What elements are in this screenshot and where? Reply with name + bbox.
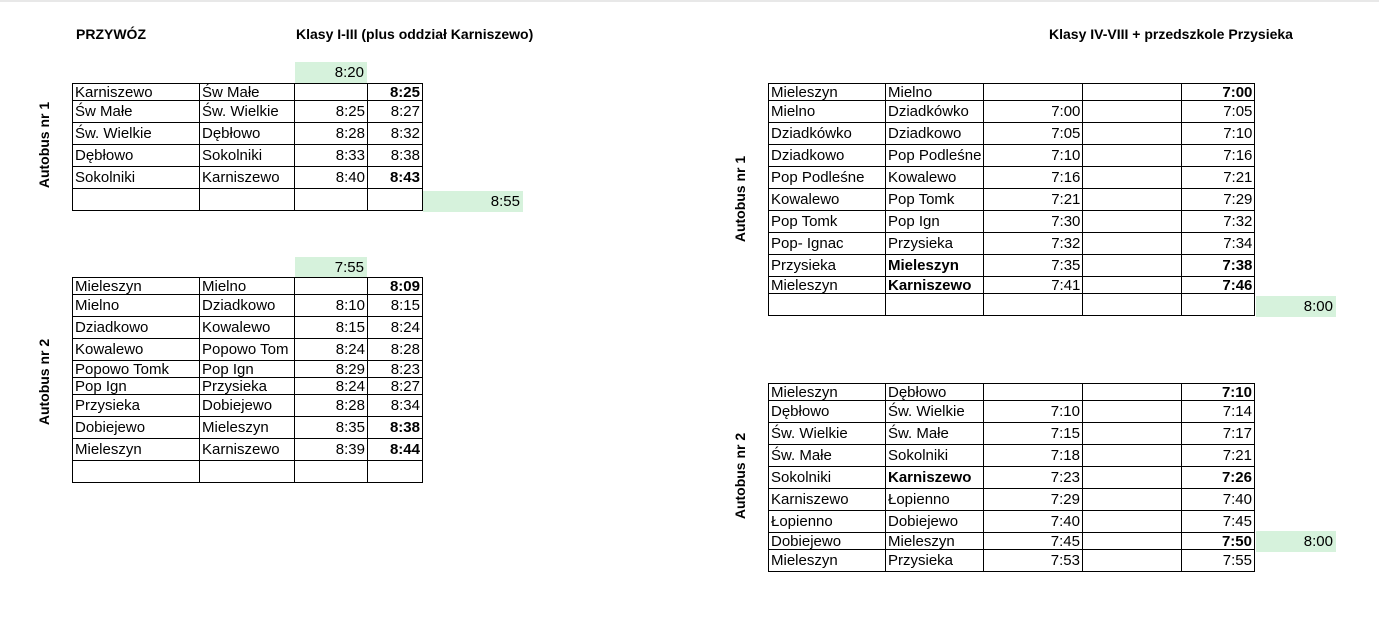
dep-cell: 8:25 (295, 101, 368, 123)
from-cell: Mieleszyn (769, 550, 886, 572)
dep-cell (295, 278, 368, 295)
header-klasy-4-8: Klasy IV-VIII + przedszkole Przysieka (1049, 26, 1293, 42)
from-cell: Przysieka (73, 395, 200, 417)
dep-cell: 7:00 (984, 101, 1083, 123)
to-cell: Mieleszyn (886, 533, 984, 550)
left-bus2-table (72, 277, 423, 483)
arr-cell: 7:21 (1182, 167, 1255, 189)
to-cell: Kowalewo (200, 317, 295, 339)
dep-cell: 8:24 (295, 339, 368, 361)
blank-cell (1083, 467, 1182, 489)
to-cell (200, 461, 295, 483)
to-cell: Kowalewo (886, 167, 984, 189)
arr-cell: 8:24 (368, 317, 423, 339)
to-cell: Sokolniki (200, 145, 295, 167)
table-row (769, 294, 1255, 316)
table-row (769, 384, 1255, 401)
table-row (73, 361, 423, 378)
table-row (769, 423, 1255, 445)
arr-cell: 7:50 (1182, 533, 1255, 550)
dep-cell: 8:29 (295, 361, 368, 378)
blank-cell (1083, 401, 1182, 423)
table-row (73, 317, 423, 339)
table-row (73, 417, 423, 439)
table-row (73, 339, 423, 361)
from-cell: Dębłowo (73, 145, 200, 167)
to-cell: Karniszewo (886, 277, 984, 294)
arr-cell (1182, 294, 1255, 316)
to-cell: Przysieka (886, 550, 984, 572)
to-cell: Dziadkówko (886, 101, 984, 123)
table-row (769, 123, 1255, 145)
left-bus1-label: Autobus nr 1 (36, 101, 52, 189)
from-cell: Mieleszyn (73, 439, 200, 461)
table-row (73, 145, 423, 167)
from-cell: Dziadkówko (769, 123, 886, 145)
arr-cell: 8:32 (368, 123, 423, 145)
left-bus1-start-time: 8:20 (295, 62, 367, 83)
blank-cell (1083, 189, 1182, 211)
to-cell: Pop Ign (886, 211, 984, 233)
dep-cell: 7:15 (984, 423, 1083, 445)
to-cell: Pop Ign (200, 361, 295, 378)
top-border (0, 0, 1379, 2)
table-row (73, 278, 423, 295)
table-row (769, 101, 1255, 123)
arr-cell: 8:43 (368, 167, 423, 189)
table-row (769, 84, 1255, 101)
arr-cell: 8:34 (368, 395, 423, 417)
from-cell: Św. Wielkie (73, 123, 200, 145)
arr-cell: 7:55 (1182, 550, 1255, 572)
left-bus2-label: Autobus nr 2 (36, 338, 52, 426)
arr-cell: 7:10 (1182, 384, 1255, 401)
to-cell: Mieleszyn (886, 255, 984, 277)
blank-cell (1083, 384, 1182, 401)
blank-cell (1083, 533, 1182, 550)
table-row (769, 145, 1255, 167)
from-cell: Św. Małe (769, 445, 886, 467)
arr-cell: 7:29 (1182, 189, 1255, 211)
to-cell: Mieleszyn (200, 417, 295, 439)
dep-cell (295, 189, 368, 211)
blank-cell (1083, 145, 1182, 167)
table-row (769, 211, 1255, 233)
blank-cell (1083, 445, 1182, 467)
table-row (769, 533, 1255, 550)
dep-cell: 7:53 (984, 550, 1083, 572)
dep-cell: 8:10 (295, 295, 368, 317)
from-cell: Pop Tomk (769, 211, 886, 233)
table-row (769, 550, 1255, 572)
dep-cell: 8:15 (295, 317, 368, 339)
to-cell: Łopienno (886, 489, 984, 511)
table-row (73, 84, 423, 101)
from-cell: Łopienno (769, 511, 886, 533)
arr-cell: 7:14 (1182, 401, 1255, 423)
arr-cell: 8:27 (368, 378, 423, 395)
blank-cell (1083, 167, 1182, 189)
from-cell: Mieleszyn (769, 277, 886, 294)
from-cell: Przysieka (769, 255, 886, 277)
dep-cell (984, 84, 1083, 101)
from-cell: Sokolniki (769, 467, 886, 489)
blank-cell (1083, 101, 1182, 123)
arr-cell: 8:38 (368, 417, 423, 439)
to-cell: Mielno (886, 84, 984, 101)
to-cell: Dziadkowo (200, 295, 295, 317)
blank-cell (1083, 123, 1182, 145)
dep-cell: 8:35 (295, 417, 368, 439)
arr-cell: 7:40 (1182, 489, 1255, 511)
blank-cell (1083, 294, 1182, 316)
dep-cell: 7:16 (984, 167, 1083, 189)
right-bus2-end-time: 8:00 (1256, 531, 1336, 552)
arr-cell: 7:00 (1182, 84, 1255, 101)
dep-cell: 8:40 (295, 167, 368, 189)
arr-cell: 8:25 (368, 84, 423, 101)
blank-cell (1083, 489, 1182, 511)
dep-cell: 7:35 (984, 255, 1083, 277)
dep-cell: 7:18 (984, 445, 1083, 467)
dep-cell: 7:21 (984, 189, 1083, 211)
dep-cell: 7:10 (984, 145, 1083, 167)
arr-cell: 8:28 (368, 339, 423, 361)
table-row (73, 295, 423, 317)
dep-cell: 7:05 (984, 123, 1083, 145)
to-cell: Pop Tomk (886, 189, 984, 211)
from-cell: Kowalewo (73, 339, 200, 361)
to-cell (200, 189, 295, 211)
from-cell (73, 189, 200, 211)
blank-cell (1083, 277, 1182, 294)
arr-cell: 8:27 (368, 101, 423, 123)
to-cell: Przysieka (200, 378, 295, 395)
right-bus2-table (768, 383, 1255, 572)
to-cell: Karniszewo (200, 439, 295, 461)
arr-cell: 8:44 (368, 439, 423, 461)
table-row (769, 489, 1255, 511)
from-cell: Karniszewo (73, 84, 200, 101)
header-przywoz: PRZYWÓZ (76, 26, 146, 42)
table-row (769, 233, 1255, 255)
arr-cell: 7:46 (1182, 277, 1255, 294)
to-cell: Pop Podleśne (886, 145, 984, 167)
arr-cell: 8:38 (368, 145, 423, 167)
from-cell: Pop- Ignac (769, 233, 886, 255)
arr-cell: 7:38 (1182, 255, 1255, 277)
arr-cell: 7:45 (1182, 511, 1255, 533)
header-klasy-1-3: Klasy I-III (plus oddział Karniszewo) (296, 26, 534, 42)
from-cell: Mieleszyn (769, 384, 886, 401)
left-bus2-start-time: 7:55 (295, 257, 367, 278)
blank-cell (1083, 255, 1182, 277)
arr-cell (368, 461, 423, 483)
arr-cell: 7:32 (1182, 211, 1255, 233)
left-bus1-end-time: 8:55 (423, 191, 523, 212)
dep-cell: 7:40 (984, 511, 1083, 533)
blank-cell (1083, 84, 1182, 101)
to-cell: Dębłowo (886, 384, 984, 401)
from-cell: Św Małe (73, 101, 200, 123)
from-cell (769, 294, 886, 316)
table-row (73, 167, 423, 189)
dep-cell: 8:28 (295, 395, 368, 417)
arr-cell: 8:09 (368, 278, 423, 295)
from-cell (73, 461, 200, 483)
right-bus1-table (768, 83, 1255, 316)
right-bus1-label: Autobus nr 1 (732, 155, 748, 243)
table-row (73, 461, 423, 483)
dep-cell (984, 294, 1083, 316)
arr-cell: 7:16 (1182, 145, 1255, 167)
table-row (73, 439, 423, 461)
table-row (769, 277, 1255, 294)
to-cell: Popowo Tom (200, 339, 295, 361)
dep-cell: 7:29 (984, 489, 1083, 511)
table-row (769, 255, 1255, 277)
dep-cell: 8:28 (295, 123, 368, 145)
table-row (769, 445, 1255, 467)
dep-cell (984, 384, 1083, 401)
arr-cell: 7:05 (1182, 101, 1255, 123)
arr-cell: 7:17 (1182, 423, 1255, 445)
dep-cell: 7:32 (984, 233, 1083, 255)
from-cell: Dziadkowo (73, 317, 200, 339)
from-cell: Karniszewo (769, 489, 886, 511)
blank-cell (1083, 550, 1182, 572)
arr-cell: 7:21 (1182, 445, 1255, 467)
table-row (769, 467, 1255, 489)
blank-cell (1083, 511, 1182, 533)
from-cell: Mieleszyn (73, 278, 200, 295)
right-bus2-label: Autobus nr 2 (732, 432, 748, 520)
table-row (73, 101, 423, 123)
from-cell: Pop Podleśne (769, 167, 886, 189)
dep-cell (295, 84, 368, 101)
blank-cell (1083, 423, 1182, 445)
from-cell: Mielno (73, 295, 200, 317)
blank-cell (1083, 211, 1182, 233)
arr-cell: 8:15 (368, 295, 423, 317)
to-cell: Dębłowo (200, 123, 295, 145)
from-cell: Mieleszyn (769, 84, 886, 101)
from-cell: Dobiejewo (769, 533, 886, 550)
from-cell: Kowalewo (769, 189, 886, 211)
dep-cell: 7:30 (984, 211, 1083, 233)
to-cell (886, 294, 984, 316)
to-cell: Karniszewo (200, 167, 295, 189)
table-row (769, 167, 1255, 189)
dep-cell: 7:10 (984, 401, 1083, 423)
to-cell: Św. Wielkie (200, 101, 295, 123)
table-row (769, 401, 1255, 423)
arr-cell: 7:10 (1182, 123, 1255, 145)
from-cell: Popowo Tomk (73, 361, 200, 378)
blank-cell (1083, 233, 1182, 255)
to-cell: Karniszewo (886, 467, 984, 489)
arr-cell: 7:34 (1182, 233, 1255, 255)
dep-cell: 8:33 (295, 145, 368, 167)
from-cell: Pop Ign (73, 378, 200, 395)
from-cell: Dziadkowo (769, 145, 886, 167)
arr-cell: 8:23 (368, 361, 423, 378)
from-cell: Sokolniki (73, 167, 200, 189)
to-cell: Św. Małe (886, 423, 984, 445)
from-cell: Dębłowo (769, 401, 886, 423)
left-bus1-table (72, 83, 423, 211)
to-cell: Dziadkowo (886, 123, 984, 145)
arr-cell: 7:26 (1182, 467, 1255, 489)
table-row (73, 378, 423, 395)
dep-cell (295, 461, 368, 483)
to-cell: Sokolniki (886, 445, 984, 467)
arr-cell (368, 189, 423, 211)
to-cell: Dobiejewo (886, 511, 984, 533)
to-cell: Mielno (200, 278, 295, 295)
dep-cell: 7:41 (984, 277, 1083, 294)
table-row (73, 395, 423, 417)
table-row (769, 511, 1255, 533)
table-row (769, 189, 1255, 211)
dep-cell: 8:24 (295, 378, 368, 395)
right-bus1-end-time: 8:00 (1256, 296, 1336, 317)
from-cell: Dobiejewo (73, 417, 200, 439)
from-cell: Mielno (769, 101, 886, 123)
dep-cell: 7:45 (984, 533, 1083, 550)
to-cell: Św. Wielkie (886, 401, 984, 423)
to-cell: Św Małe (200, 84, 295, 101)
dep-cell: 7:23 (984, 467, 1083, 489)
dep-cell: 8:39 (295, 439, 368, 461)
table-row (73, 189, 423, 211)
to-cell: Przysieka (886, 233, 984, 255)
from-cell: Św. Wielkie (769, 423, 886, 445)
table-row (73, 123, 423, 145)
to-cell: Dobiejewo (200, 395, 295, 417)
